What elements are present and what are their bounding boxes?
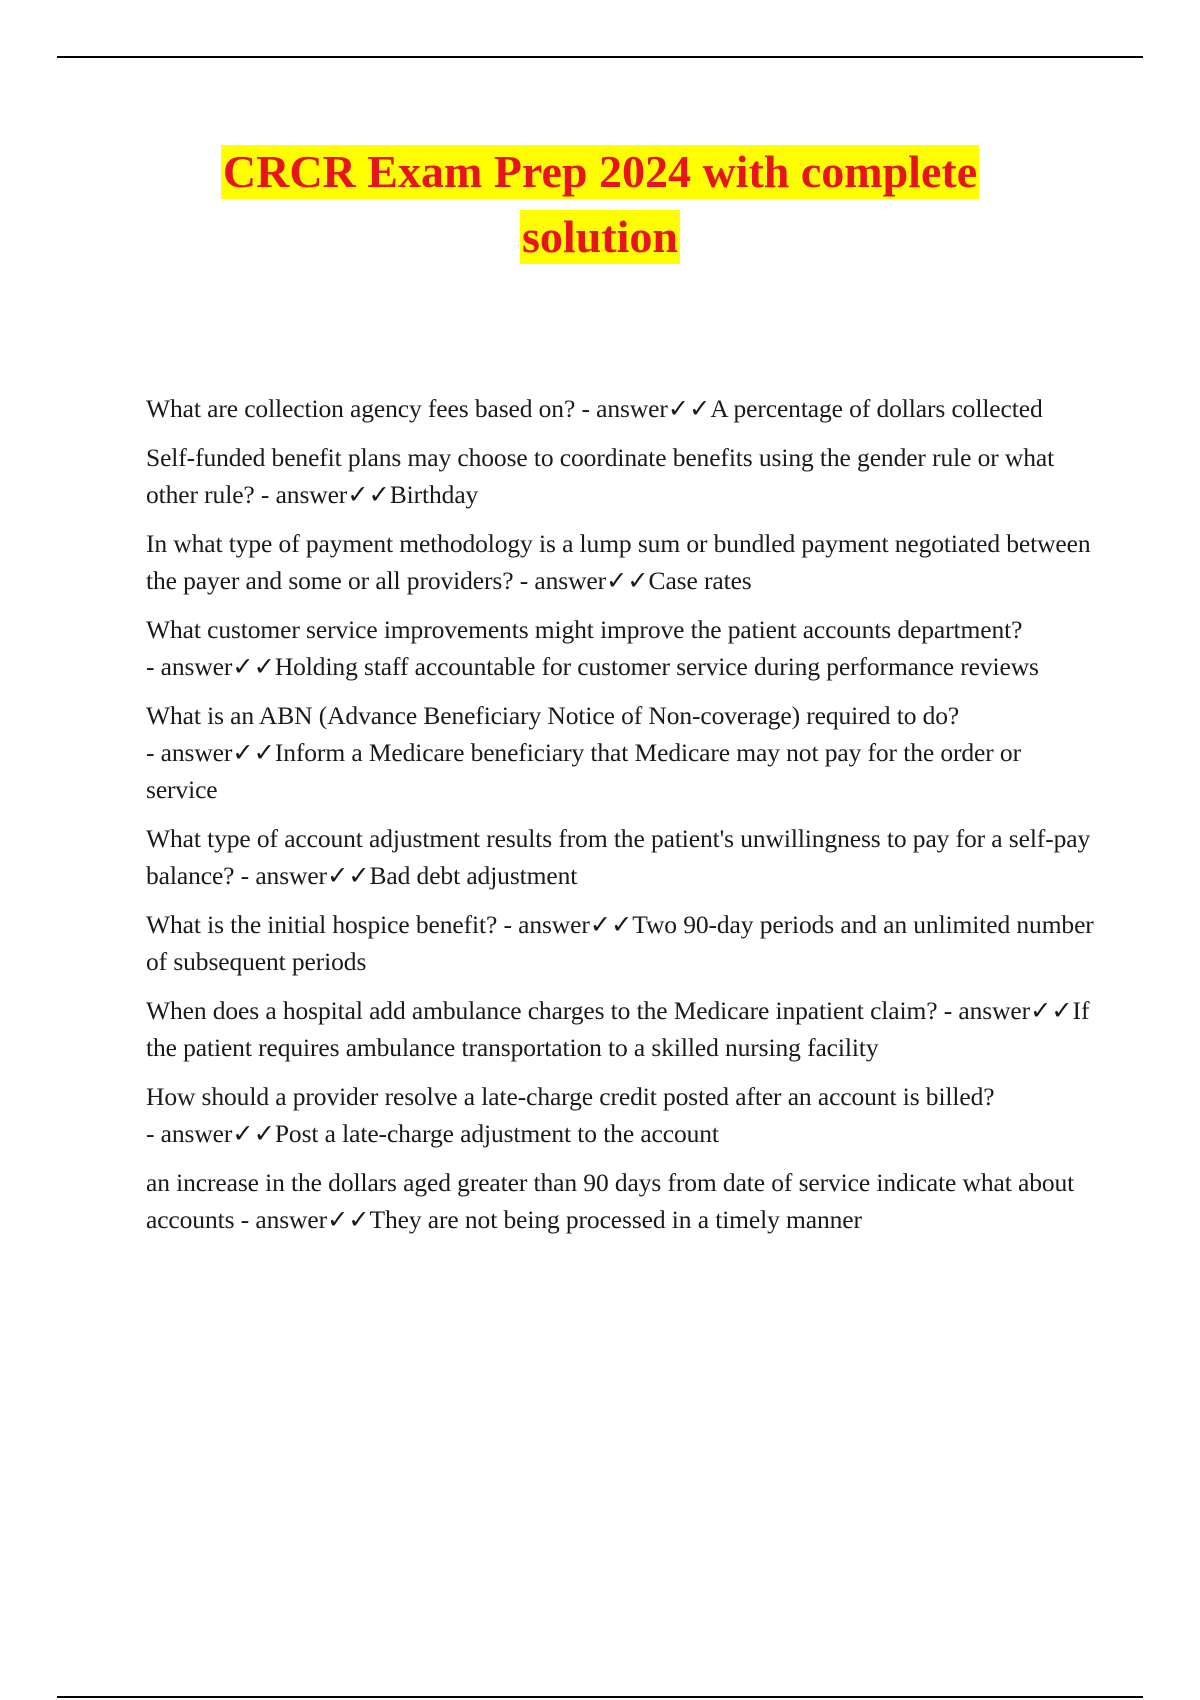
- question-text: What is the initial hospice benefit?: [146, 910, 498, 939]
- qa-item: [146, 1078, 1096, 1152]
- qa-item: [146, 439, 1096, 513]
- double-check-icon: ✓✓: [347, 480, 390, 509]
- question-text: an increase in the dollars aged greater than 90 days from date of service indicate what about accounts: [146, 1168, 1075, 1234]
- qa-item: [146, 820, 1096, 894]
- answer-text: Bad debt adjustment: [369, 861, 578, 890]
- answer-label: - answer: [937, 996, 1030, 1025]
- bottom-rule: [57, 1696, 1143, 1698]
- answer-label: - answer: [497, 910, 590, 939]
- qa-item: [146, 390, 1096, 427]
- answer-text: Two 90-day periods and an unlimited number of subsequent periods: [146, 910, 1094, 976]
- double-check-icon: ✓✓: [232, 738, 275, 767]
- double-check-icon: ✓✓: [326, 861, 370, 890]
- answer-text: Case rates: [648, 566, 752, 595]
- question-text: When does a hospital add ambulance charges to the Medicare inpatient claim?: [146, 996, 938, 1025]
- qa-item: [146, 992, 1096, 1066]
- top-rule: [57, 56, 1143, 58]
- answer-text: Inform a Medicare beneficiary that Medicare may not pay for the order or service: [146, 738, 1021, 804]
- qa-item: [146, 906, 1096, 980]
- qa-item: [146, 525, 1096, 599]
- qa-list: [146, 390, 1096, 1250]
- question-text: What are collection agency fees based on?: [146, 394, 576, 423]
- title-line-2: solution: [522, 211, 678, 262]
- double-check-icon: ✓✓: [232, 652, 275, 681]
- double-check-icon: ✓✓: [667, 394, 711, 423]
- answer-label: - answer: [146, 1119, 233, 1148]
- qa-item: [146, 1164, 1096, 1238]
- double-check-icon: ✓✓: [326, 1205, 370, 1234]
- answer-text: Post a late-charge adjustment to the account: [274, 1119, 719, 1148]
- answer-text: Birthday: [389, 480, 479, 509]
- answer-text: They are not being processed in a timely manner: [369, 1205, 862, 1234]
- answer-label: - answer: [513, 566, 606, 595]
- qa-item: [146, 697, 1096, 808]
- answer-text: If the patient requires ambulance transportation to a skilled nursing facility: [146, 996, 1090, 1062]
- question-text: What is an ABN (Advance Beneficiary Notice of Non-coverage) required to do?: [146, 701, 960, 730]
- question-text: What type of account adjustment results from the patient's unwillingness to pay for a self-pay balance?: [146, 824, 1091, 890]
- title-line-1: CRCR Exam Prep 2024 with complete: [222, 146, 978, 197]
- answer-label: - answer: [254, 480, 348, 509]
- double-check-icon: ✓✓: [1030, 996, 1073, 1025]
- answer-label: - answer: [146, 738, 233, 767]
- answer-label: - answer: [575, 394, 668, 423]
- question-text: Self-funded benefit plans may choose to coordinate benefits using the gender rule or what other rule?: [146, 443, 1055, 509]
- qa-item: [146, 611, 1096, 685]
- answer-label: - answer: [146, 652, 233, 681]
- question-text: How should a provider resolve a late-charge credit posted after an account is billed?: [146, 1082, 995, 1111]
- answer-label: - answer: [234, 861, 327, 890]
- question-text: What customer service improvements might improve the patient accounts department?: [146, 615, 1023, 644]
- answer-label: - answer: [234, 1205, 327, 1234]
- answer-text: A percentage of dollars collected: [710, 394, 1043, 423]
- double-check-icon: ✓✓: [589, 910, 633, 939]
- double-check-icon: ✓✓: [232, 1119, 275, 1148]
- answer-text: Holding staff accountable for customer service during performance reviews: [274, 652, 1039, 681]
- double-check-icon: ✓✓: [606, 566, 649, 595]
- document-title: [0, 145, 1200, 275]
- question-text: In what type of payment methodology is a lump sum or bundled payment negotiated between the payer and some or all providers?: [146, 529, 1091, 595]
